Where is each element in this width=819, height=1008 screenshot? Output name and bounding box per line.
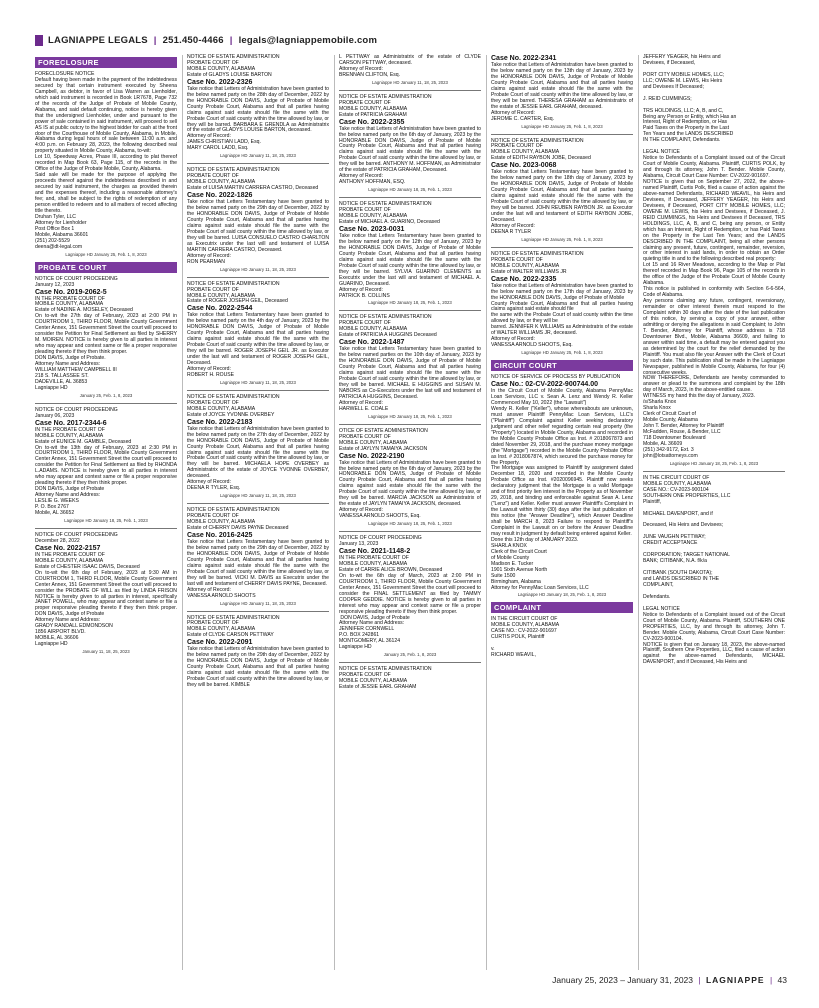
notice-text: NOTICE OF ESTATE ADMINISTRATION PROBATE COURT OF MOBILE COUNTY, ALABAMA Estate of LUISA MARTIN CARRERA CASTRO, Deceased	[187, 167, 319, 192]
notice-divider	[187, 611, 329, 612]
publication-dates: Lagniappe HD January 25, Feb. 1, 8, 2023	[65, 251, 147, 257]
notice-text: NOTICE OF ESTATE ADMINISTRATION PROBATE COURT OF MOBILE COUNTY, ALABAMA Estate of ROGER JOSEPH GEIL, Deceased	[187, 280, 288, 305]
notice-divider	[187, 390, 329, 391]
case-number: Case No. 2022-2544	[187, 305, 253, 313]
notice-divider	[643, 471, 785, 472]
notice-text: NOTICE OF ESTATE ADMINISTRATION PROBATE COURT OF MOBILE COUNTY, ALABAMA Estate of PATRICIA GRAHAM	[339, 93, 432, 118]
case-number: Case No. 2022-2183	[187, 418, 253, 426]
case-number: Case No. 2022-2355	[339, 118, 405, 126]
notice-text: Take notice that Letters Testamentary have been granted to the below named party on the 12th day of January, 2023 by the HONORABLE DON DAVIS, Judge of Probate of Mobile County Probate Court, Alabama and that all parties having claims against said estate should file the same with the Probate Court of said county within the time allowed by law, or they will be barred. SYLVIA GUARINO CLEMENTS as Executrix under the last will and testament of MICHAEL A. GUARINO, Deceased. Attorney of Record: PATRICK B. COLLINS	[339, 232, 481, 299]
publication-dates: Lagniappe HD January 11, 18, 25, 2023	[372, 79, 448, 85]
notice-text: Take notice that Letters Testamentary have been granted to the below named party on the 18th day of January, 2023 by the HONORABLE DON DAVIS, Judge of Probate of Mobile County Probate Court, Alabama and that all parties having claims against said estate should file the same with the Probate Court of said county within the time allowed by law, or they will be barred. JOHN REUBEN RAYBON JR. as Executor under the last will and testament of EDITH RAYBON JOBE, Deceased. Attorney of Record: DEENA R TYLER	[491, 169, 633, 235]
section-header: COMPLAINT	[491, 602, 633, 613]
publication-dates: Lagniappe HD January 18, 25, Feb. 1, 2023	[368, 300, 452, 306]
notice-divider	[339, 197, 481, 198]
footer-separator: |	[769, 975, 773, 985]
publication-dates: Lagniappe HD January 18, 25, Feb. 1, 2023	[368, 413, 452, 419]
case-number: Case No. 2017-2344-6	[35, 419, 107, 427]
publication-dates: Lagniappe HD January 11, 18, 25, 2023	[220, 600, 296, 606]
case-number: Case No. 2023-0031	[339, 225, 405, 233]
notice-text: NOTICE OF ESTATE ADMINISTRATION PROBATE COURT OF MOBILE COUNTY, ALABAMA Estate of WALTER WILLIAMS JR	[491, 250, 584, 275]
notice-text: Take notice that Letters of Administration have been granted to the below named party on the 6th day of January, 2023 by the HONORABLE DON DAVIS, Judge of Probate of Mobile County Probate Court, Alabama and that all parties having claims against said estate should file the same with the Probate Court of said county within the time allowed by law, or they will be barred. ANTHONY M. HOFFMAN, as Administrator of the estate of PATRICIA GRAHAM, Deceased. Attorney of Record: ANTHONY HOFFMAN, ESQ.	[339, 125, 481, 186]
notice-text: IN THE PROBATE COURT OF MOBILE COUNTY, ALABAMA Estate of EUNICE M. GAMBLE, Deceased On to-wit the 13th day of February, 2023 at 2:30 PM in COURTROOM 1, THIRD FLOOR, Mobile County Government Center Annex, 151 Government Street the court will proceed to consider the Petition for Final Settlement as filed by RHONDA L.ADAMS. NOTICE is hereby given to all parties in interest who may appear and contest same or file a proper responsive pleading thereto if they then think proper. DON DAVIS, Judge of Probate Attorney Name and Address: LESLIE G. WEEKS P. O. Box 2767 Mobile, AL 36652	[35, 426, 177, 516]
column-rule	[638, 55, 639, 970]
publication-dates: January 25, Feb. 1, 8, 2023	[383, 652, 437, 658]
section-header: FORECLOSURE	[35, 57, 177, 68]
publication-dates: Lagniappe HD January 25, Feb. 1, 8, 2023	[521, 350, 603, 356]
notice-text: IN THE CIRCUIT COURT OF MOBILE COUNTY, ALABAMA CASE NO.: CV-2023-900104 SOUTHERN ONE PROPERTIES, LLC Plaintiff, MICHAEL DAVENPORT, and if Deceased, His Heirs and Devisees; JUNE VAUGHN PETTWAY; CREDIT ACCEPTANCE CORPORATION; TARGET NATIONAL BANK; CITIBANK, N.A. f/k/a CITIBANK (SOUTH DAKOTA); and LANDS DESCRIBED IN THE COMPLAINT, Defendants. LEGAL NOTICE Notice to Defendants of a Complaint issued out of the Circuit Court of Mobile County, Alabama. Plaintiff, SOUTHERN ONE PROPERTIES, LLC, by and through its attorney, John T. Bender. Mobile County, Alabama, Circuit Court Case Number: CV-2023-900104. NOTICE is given that on January 18, 2023, the above-named Plaintiff, Southern One Properties, LLC, filed a cause of action against the above-named Defendants, MICHAEL DAVENPORT, and if Deceased, His Heirs and	[643, 474, 785, 666]
notice-text: FORECLOSURE NOTICE Default having been made in the payment of the indebtedness secured by that certain instrument executed by Sheena Campbell, as debtor, in favor of Lisa Warren as Lienholder, which said instrument is recorded in Book LR7678, Page 732 of the records of the Judge of Probate of Mobile County, Alabama, and said default continuing, notice is hereby given that the undersigned Lienholder, under and pursuant to the power of sale contained in said instrument, will proceed to sell AS IS at public outcry to the highest bidder for cash at the front door of the Courthouse of Mobile County, Alabama, in Mobile, Alabama during legal hours of sale between 11:00 a.m. and 4:00 p.m. on February 28, 2023, the following described real property situated in Mobile County, Alabama, to-wit: Lot 10, Speedway Acres, Phase III, according to plat thereof recorded in Map Book 63, Page 115, of the records in the Office of the Judge of Probate Mobile, County, Alabama. Said sale will be made for the purpose of applying the proceeds thereof against the indebtedness described in and secured by said instrument, the charges as provided therein and the expenses thereof, including a reasonable attorney's fee; and, shall be subject to the rights of redemption of any person entitled to redeem and to all matters of record affecting title thereto. Druhan Tyler, LLC Attorney for Lienholder Post Office Box 1 Mobile, Alabama 36601 (251) 202-5529 deena@dt-legal.com	[35, 71, 177, 250]
publication-dates: Lagniappe HD January 11, 18, 25, 2023	[220, 266, 296, 272]
notice-text: NOTICE OF ESTATE ADMINISTRATION PROBATE COURT OF MOBILE COUNTY, ALABAMA Estate of CHERRY DAVIS PAYNE Deceased	[187, 507, 289, 532]
notice-text: Take notice that Letters of Administration have been granted to the below named party on the 28th day of December, 2022 by the HONORABLE DON DAVIS, Judge of Probate of Mobile County Probate Court, Alabama and that all parties having claims against said estate should file the same with the Probate Court of said county within the time allowed by law, or they will be barred. BARBARA E GRENDLA as Administratrix of the estate of GLADYS LOUISE BARTON, deceased. Attorney of Record: JAMES CHRISTIAN LADD, Esq. MARY CAROL LADD, Esq.	[187, 85, 329, 152]
notice-text: Take notice that Letters of Administration have been granted to the below named party on the 6th day of January, 2023 by the HONORABLE DON DAVIS, Judge of Probate of Mobile County Probate Court, Alabama and that all parties having claims against said estate should file the same with the Probate Court of said county within the time allowed by law, or they will be barred. MARCIA JACKSON as Administratrix of the estate of JAYLYN TAMAIYA JACKSON, deceased. Attorney of Record: VANESSA ARNOLD SHOOTS, Esq.	[339, 459, 481, 520]
email-address: legals@lagniappemobile.com	[238, 34, 378, 46]
notice-text: NOTICE OF COURT PROCEEDING January 13, 2023	[339, 535, 422, 548]
case-number: Case No. 2022-2190	[339, 452, 405, 460]
notice-text: NOTICE OF ESTATE ADMINISTRATION PROBATE COURT OF MOBILE COUNTY, ALABAMA Estate of JESSIE EARL GRAHAM	[339, 666, 432, 691]
masthead-separator: |	[229, 34, 233, 46]
notice-divider	[35, 528, 177, 529]
masthead-separator: |	[153, 34, 157, 46]
case-number: Case No. 2022-2335	[491, 275, 557, 283]
notice-divider	[339, 90, 481, 91]
case-number: Case No.: 02-CV-2022-900744.00	[491, 381, 599, 389]
notice-text: NOTICE OF COURT PROCEEDING December 28, 2022	[35, 531, 118, 544]
column-1	[35, 55, 177, 970]
case-number: Case No. 2022-1487	[339, 339, 405, 347]
publication-dates: Lagniappe HD January 11, 18, 25, 2023	[220, 493, 296, 499]
column-2	[187, 55, 329, 970]
case-number: Case No. 2022-1826	[187, 192, 253, 200]
publication-dates: Lagniappe HD January 18, 25, Feb. 1, 2023	[64, 517, 148, 523]
notice-divider	[339, 310, 481, 311]
publication-dates: Lagniappe HD January 18, 25, Feb. 1, 2023	[368, 521, 452, 527]
notice-divider	[491, 247, 633, 248]
issue-dates: January 25, 2023 – January 31, 2023	[552, 975, 693, 985]
publication-dates: Lagniappe HD January 25, Feb. 1, 8, 2023	[521, 236, 603, 242]
page-number: 43	[777, 975, 787, 985]
publication-dates: Lagniappe HD January 11, 18, 25, 2023	[220, 153, 296, 159]
notice-text: NOTICE OF ESTATE ADMINISTRATION PROBATE COURT OF MOBILE COUNTY, ALABAMA Estate of JOYCE YVONNE OVERBEY	[187, 393, 280, 418]
notice-text: JEFFERY YEAGER, his Heirs and Devisees, if Deceased, PORT CITY MOBILE HOMES, LLC; LLC; OWENE M. LEWIS, His Heirs and Devisees If Deceased; J. REID CUMMINGS; TRS HOLDINGS, LLC; A, B, and C, Being any Person or Entity, which Has an Interest, Right of Redemption, or Has Paid Taxes on the Property in the Last Ten Years and the LANDS DESCRIBED IN THE COMPLAINT, Defendants. LEGAL NOTICE Notice to Defendants of a Complaint issued out of the Circuit Court of Mobile County, Alabama. Plaintiff, CURTIS POLK, by and through its attorney, John T. Bender. Mobile County, Alabama, Circuit Court Case Number: CV-2022-901697. NOTICE is given that on September 27, 2022, the above-named Plaintiff, Curtis Polk, filed a cause of action against the above-named Defendants, RICHARD WEAVIL, his Heirs and Devisees, if Deceased, JEFFERY YEAGER, his Heirs and Devisees, if Deceased, PORT CITY MOBILE HOMES, LLC; OWENE M. LEWIS, his Heirs and Devisees, if Deceased, J. REID CUMMINGS, his Heirs and Devisees if Deceased, TRS HOLDINGS, LLC, A, B, and C, being any person, or Entity which has an Interest, Right of Redemption, or has Paid Taxes on the Property in the Last Ten Years; and the LANDS DESCRIBED IN THE COMPLAINT, being all other persons claiming any present, future, contingent, remainder, reversion, or other interest in said lands, in order to obtain an Order quieting title in and to the following described real property: Lot 15 and 16 River Meadows, according to the Map or Plat thereof recorded in Map Book 96, Page 105 of the records in the office of the Judge of the Probate Court of Mobile County Alabama. This notice is published in conformity with Section 6-6-564, Code of Alabama. Any persons claiming any future, contingent, reversionary, remainder or other interest therein must respond to the Complaint within 30 days after the date of the last publication of this notice, by serving a copy of your answer, either admitting or denying the allegations in said Complaint; to John T. Bender, Attorney for Plaintiff, whose address is 718 Downtowner Blvd., Mobile, Alabama 36609, and failing to answer within said time, a default may be entered against you as determined by the court for the relief demanded by the Plaintiff. You must also file your Answer with the Clerk of Court by such date. This publication shall be made in the Lagniappe Newspaper, published in Mobile County, Alabama, for four (4) consecutive weeks. NOW THEREFORE, Defendants are hereby commanded to answer or plead to the summons and complaint by the 18th day of March, 2023, in the above-entitled cause. WITNESS my hand this the day of January, 2023. /s/Sharla Knox Sharla Knox Clerk of Circuit Court of Mobile County, Alabama John T. Bender, Attorney for Plaintiff McFadden, Rouse, & Bender, LLC 718 Downtowner Boulevard Mobile, AL 36609 (251) 342-9172, Ext. 3 john@lotsattorneys.com	[643, 54, 785, 459]
section-title: LAGNIAPPE LEGALS	[48, 34, 148, 46]
publication-dates: Lagniappe HD January 18, 25, Feb. 1, 8, 2023	[517, 592, 607, 598]
notice-divider	[491, 134, 633, 135]
column-5	[643, 55, 785, 970]
column-3	[339, 55, 481, 970]
notice-text: Take notice that Letters of Administration have been granted to the below named party on the 29th day of December, 2022 by the HONORABLE DON DAVIS, Judge of Probate of Mobile County Probate Court, Alabama and that all parties having claims against said estate should file the same with the Probate Court of said county within the time allowed by law, or they will be barred. KIMBLE	[187, 646, 331, 689]
notice-divider	[339, 424, 481, 425]
publication-dates: January 25, Feb. 1, 8, 2023	[79, 392, 133, 398]
notice-text: NOTICE OF ESTATE ADMINISTRATION PROBATE COURT OF MOBILE COUNTY, ALABAMA Estate of EDITH RAYBON JOBE, Deceased	[491, 137, 591, 162]
publication-dates: Lagniappe HD January 18, 25, Feb. 1, 2023	[368, 187, 452, 193]
notice-text: NOTICE OF SERVICE OF PROCESS BY PUBLICATION	[491, 374, 621, 381]
notice-text: Take notice that Letters of Administration have been granted to the below named party on the 17th day of January, 2023 by the HONORABLE DON DAVIS, Judge of Probate of Mobile County Probate Court, Alabama and that all parties having claims against said estate should file the same with the Probate Court of said county within the time allowed by law, or they will be barred. JENNIFER K WILLIAMS as Administratrix of the estate of WALTER WILLIAMS JR, deceased. Attorney of Record: VANESSA ARNOLD SHOOTS, Esq.	[491, 282, 633, 349]
masthead	[35, 33, 377, 47]
notice-divider	[35, 403, 177, 404]
column-rule	[486, 55, 487, 970]
notice-text: Take notice that Letters Testamentary have been granted to the below named party on the 29th day of December, 2022 by the HONORABLE DON DAVIS, Judge of Probate of Mobile County Probate Court, Alabama and that all parties having claims against said estate should file the same with the Probate Court of said county within the time allowed by law, or they will be barred. LUISA CONSUELO CASTRO CHARLTON as Executrix under the last will and testament of LUISA MARTIN CARRERA CASTRO, Deceased. Attorney of Record: RON PEARMAN	[187, 199, 329, 265]
column-rule	[182, 55, 183, 970]
notice-text: Take notice that Letters Testamentary have been granted to the below named party on the 29th day of December, 2022 by the HONORABLE DON DAVIS, Judge of Probate of Mobile County Probate Court, Alabama and that all parties having claims against said estate should file the same with the Probate Court of said county within the time allowed by law, or they will be barred. VICKI M. DAVIS as Executrix under the last will and testament of CHERRY DAVIS PAYNE, Deceased. Attorney of Record: VANESSA ARNOLD SHOOTS	[187, 539, 329, 599]
phone-number: 251.450-4466	[162, 34, 224, 46]
notice-divider	[339, 662, 481, 663]
notice-divider	[187, 503, 329, 504]
notice-text: Take notice that Letters of Administration have been granted to the below named party on the 13th day of January, 2023 by the HONORABLE DON DAVIS, Judge of Probate of Mobile County Probate Court, Alabama and that all parties having claims against said estate should file the same with the Probate Court of said county within the time allowed by law, or they will be barred. THERESA GRAHAM as Administratrix of the estate of JESSIE EARL GRAHAM, deceased. Attorney of Record: JEROME C. CARTER, Esq.	[491, 62, 633, 122]
case-number: Case No. 2021-1148-2	[339, 548, 411, 555]
publication-dates: Lagniappe HD January 25, Feb. 1, 8, 2023	[521, 123, 603, 129]
masthead-swatch	[35, 35, 43, 46]
case-number: Case No. 2023-0068	[491, 162, 557, 170]
case-number: Case No. 2016-2425	[187, 532, 253, 539]
notice-text: NOTICE OF ESTATE ADMINISTRATION PROBATE COURT OF MOBILE COUNTY, ALABAMA Estate of MICHAEL A. GUARINO, Deceased	[339, 201, 440, 226]
case-number: Case No. 2022-2091	[187, 639, 253, 647]
section-header: CIRCUIT COURT	[491, 360, 633, 371]
case-number: Case No. 2022-2157	[35, 544, 101, 552]
notice-text: IN THE PROBATE COURT OF MOBILE COUNTY, ALABAMA Estate of CHESTER ISAAC DAVIS, Deceased On to-wit the 6th day of February, 2023 at 9:30 AM in COURTROOM 1, THIRD FLOOR, Mobile County Government Center Annex, 151 Government Street the court will proceed to consider the PROBATE OF WILL as filed by LINDA FRISON NOTICE is hereby given to all parties in interest, specifically JANET POWELL, who may appear and contest same or file a proper responsive pleading thereto if they then think proper. DON DAVIS, Judge of Probate Attorney Name and Address: GRADY RANDALL EDMONDSON 1856 AIRPORT BLVD. MOBILE, AL 36606 Lagniappe HD	[35, 551, 177, 648]
column-rule	[334, 55, 335, 970]
footer-separator: |	[698, 975, 701, 985]
notice-text: Take notice that Letters Testamentary have been granted to the below named parties on the 10th day of January, 2023 by the HONORABLE DON DAVIS, Judge of Probate of Mobile County Probate Court, Alabama and that all parties having claims against said estate should file the same with the Probate Court of said county within the time allowed by law, or they will be barred. MICHAEL E HUGGINS and SUSAN M. NABORS as Co-Executors under the last will and testament of PATRICIA A HUGGINS, Deceased. Attorney of Record: HARWELL E. COALE	[339, 346, 481, 412]
notice-text: NOTICE OF ESTATE ADMINISTRATION PROBATE COURT OF MOBILE COUNTY, ALABAMA Estate of PATRICIA A HUGGINS Deceased	[339, 314, 437, 339]
notice-text: In the Circuit Court of Mobile County, Alabama PennyMac Loan Services, LLC v. Sean A. Lenz and Wendy R. Keller Commenced May 10, 2022 (the "Lawsuit") Wendy R. Keller ("Keller"), whose whereabouts are unknown, must answer Plaintiff PennyMac Loan Services, LLC's ("Plaintiff") Complaint against Keller seeking declaratory judgment and other relief regarding certain real property (the "Property") located in Mobile County, Alabama and recorded in the Mobile County Probate Office as Inst. # 2018067873 and dated November 29, 2018, and the purchase money mortgage (the "Mortgage") recorded in the Mobile County Probate Office as Inst. # 2018067874, which secured the purchase money for the Property. The Mortgage was assigned to Plaintiff by assignment dated December 18, 2020 and recorded in the Mobile County Probate Office as Inst. #2020096945. Plaintiff now seeks declaratory judgment that the Mortgage is a valid Mortgage and of first priority lien interest in the Property as of November 29, 2018, and binding and enforceable against Sean A. Lenz ("Lenz") and Keller. Keller must answer Plaintiff's Complaint in the Lawsuit within thirty (30) days after the last publication of this notice (the "Answer Deadline"), which Answer Deadline shall be MARCH 8, 2023 Failure to respond to Plaintiff's Complaint in the Lawsuit on or before the Answer Deadline may result in judgment by default being entered against Keller. Done this 12th day of JANUARY 2023. SHARLA KNOX Clerk of the Circuit Court of Mobile County Madison E. Tucker 1901 Sixth Avenue North Suite 1500 Birmingham, Alabama Attorney for PennyMac Loan Services, LLC	[491, 388, 633, 591]
notice-divider	[187, 163, 329, 164]
notice-text: NOTICE OF ESTATE ADMINISTRATION PROBATE COURT OF MOBILE COUNTY, ALABAMA Estate of GLADYS LOUISE BARTON	[187, 54, 280, 78]
notice-text: NOTICE OF COURT PROCEEDING January 06, 2023	[35, 406, 118, 419]
notice-divider	[339, 531, 481, 532]
publication-dates: January 11, 18, 25, 2023	[82, 649, 130, 655]
notice-text: IN THE CIRCUIT COURT OF MOBILE COUNTY, ALABAMA CASE NO.: CV-2022-901697 CURTIS POLK, Plaintiff v. RICHARD WEAVIL,	[491, 616, 560, 659]
notice-text: IN THE PROBATE COURT OF MOBILE COUNTY, ALABAMA Estate of NADINE A. MOSELEY, Deceased On to-wit the 27th day of February, 2023 at 2:00 PM in COURTROOM 1, THIRD FLOOR, Mobile County Government Center Annex, 151 Government Street the court will proceed to consider the Petition for Final Settlement as filed by SHERRY M. MOIREN. NOTICE is hereby given to all parties in interest who may appear and contest same or file a proper responsive pleading thereto if they then think proper. DON DAVIS, Judge of Probate. Attorney Name and Address: WILLIAM MATTHEW CAMPBELL III 218 S. TALLASSEE ST. DADEVILLE, AL 36853 Lagniappe HD	[35, 295, 177, 391]
case-number: Case No. 2022-2326	[187, 78, 253, 86]
column-4	[491, 55, 633, 970]
notice-text: NOTICE OF ESTATE ADMINISTRATION PROBATE COURT OF MOBILE COUNTY, ALABAMA Estate of CLYDE CARSON PETTWAY	[187, 614, 280, 639]
legal-columns	[35, 55, 787, 970]
notice-text: Take notice that Letters of Administration have been granted to the below named party on the 27th day of December, 2022 by the HONORABLE DON DAVIS, Judge of Probate of Mobile County Probate Court, Alabama and that all parties having claims against said estate should file the same with the Probate Court of said county within the time allowed by law, or they will be barred. MICHAELA HOPE OVERBEY as Administratrix of the estate of JOYCE YVONNE OVERBEY, deceased. Attorney of Record: DEENA R TYLER, Esq.	[187, 425, 329, 492]
notice-text: NOTICE OF COURT PROCEEDING January 12, 2023	[35, 275, 118, 288]
publication-dates: Lagniappe HD January 11, 18, 25, 2023	[220, 379, 296, 385]
section-header: PROBATE COURT	[35, 262, 177, 273]
page-footer	[552, 975, 787, 985]
case-number: Case No. 2022-2341	[491, 55, 557, 62]
publication-dates: Lagniappe HD January 18, 25, Feb. 1, 8, 2023	[669, 460, 759, 466]
case-number: Case No. 2019-2062-5	[35, 288, 107, 296]
publication-name: LAGNIAPPE	[705, 975, 765, 985]
notice-text: L PETTWAY as Administratrix of the estate of CLYDE CARSON PETTWAY, deceased. Attorney of Record: BRENNAN CLIFTON, Esq.	[339, 54, 481, 78]
notice-divider	[187, 277, 329, 278]
notice-text: Take notice that Letters Testamentary have been granted to the below named party on the 4th day of January, 2023 by the HONORABLE DON DAVIS, Judge of Probate of Mobile County Probate Court, Alabama and that all parties having claims against said estate should file the same with the Probate Court of said county within the time allowed by law, or they will be barred. ROGER JOSEPH GEIL JR. as Executor under the last will and testament of ROGER JOSEPH GEIL, Deceased. Attorney of Record: ROBERT H. ROUSE	[187, 312, 329, 378]
notice-text: OTICE OF ESTATE ADMINISTRATION PROBATE COURT OF MOBILE COUNTY, ALABAMA Estate of JAYLYN TAMAIYA JACKSON	[339, 427, 428, 452]
notice-text: IN THE PROBATE COURT OF MOBILE COUNTY, ALABAMA Estate of CARRIE ALICE BROWN, Deceased On to-wit the 6th day of March, 2023 at 2:00 PM in COURTROOM 1, THIRD FLOOR, Mobile County Government Center Annex, 151 Government Street the court will proceed to consider the FINAL SETTLEMENT as filed by TAMMY COOPER GEDDIE. NOTICE is hereby given to all parties in interest who may appear and contest same or file a proper responsive pleading thereto if they then think proper. DON DAVIS, Judge of Probate Attorney Name and Address: JENNIFER CORNWELL P.O. BOX 242861 MONTGOMERY, AL 36124 Lagniappe HD	[339, 555, 481, 651]
